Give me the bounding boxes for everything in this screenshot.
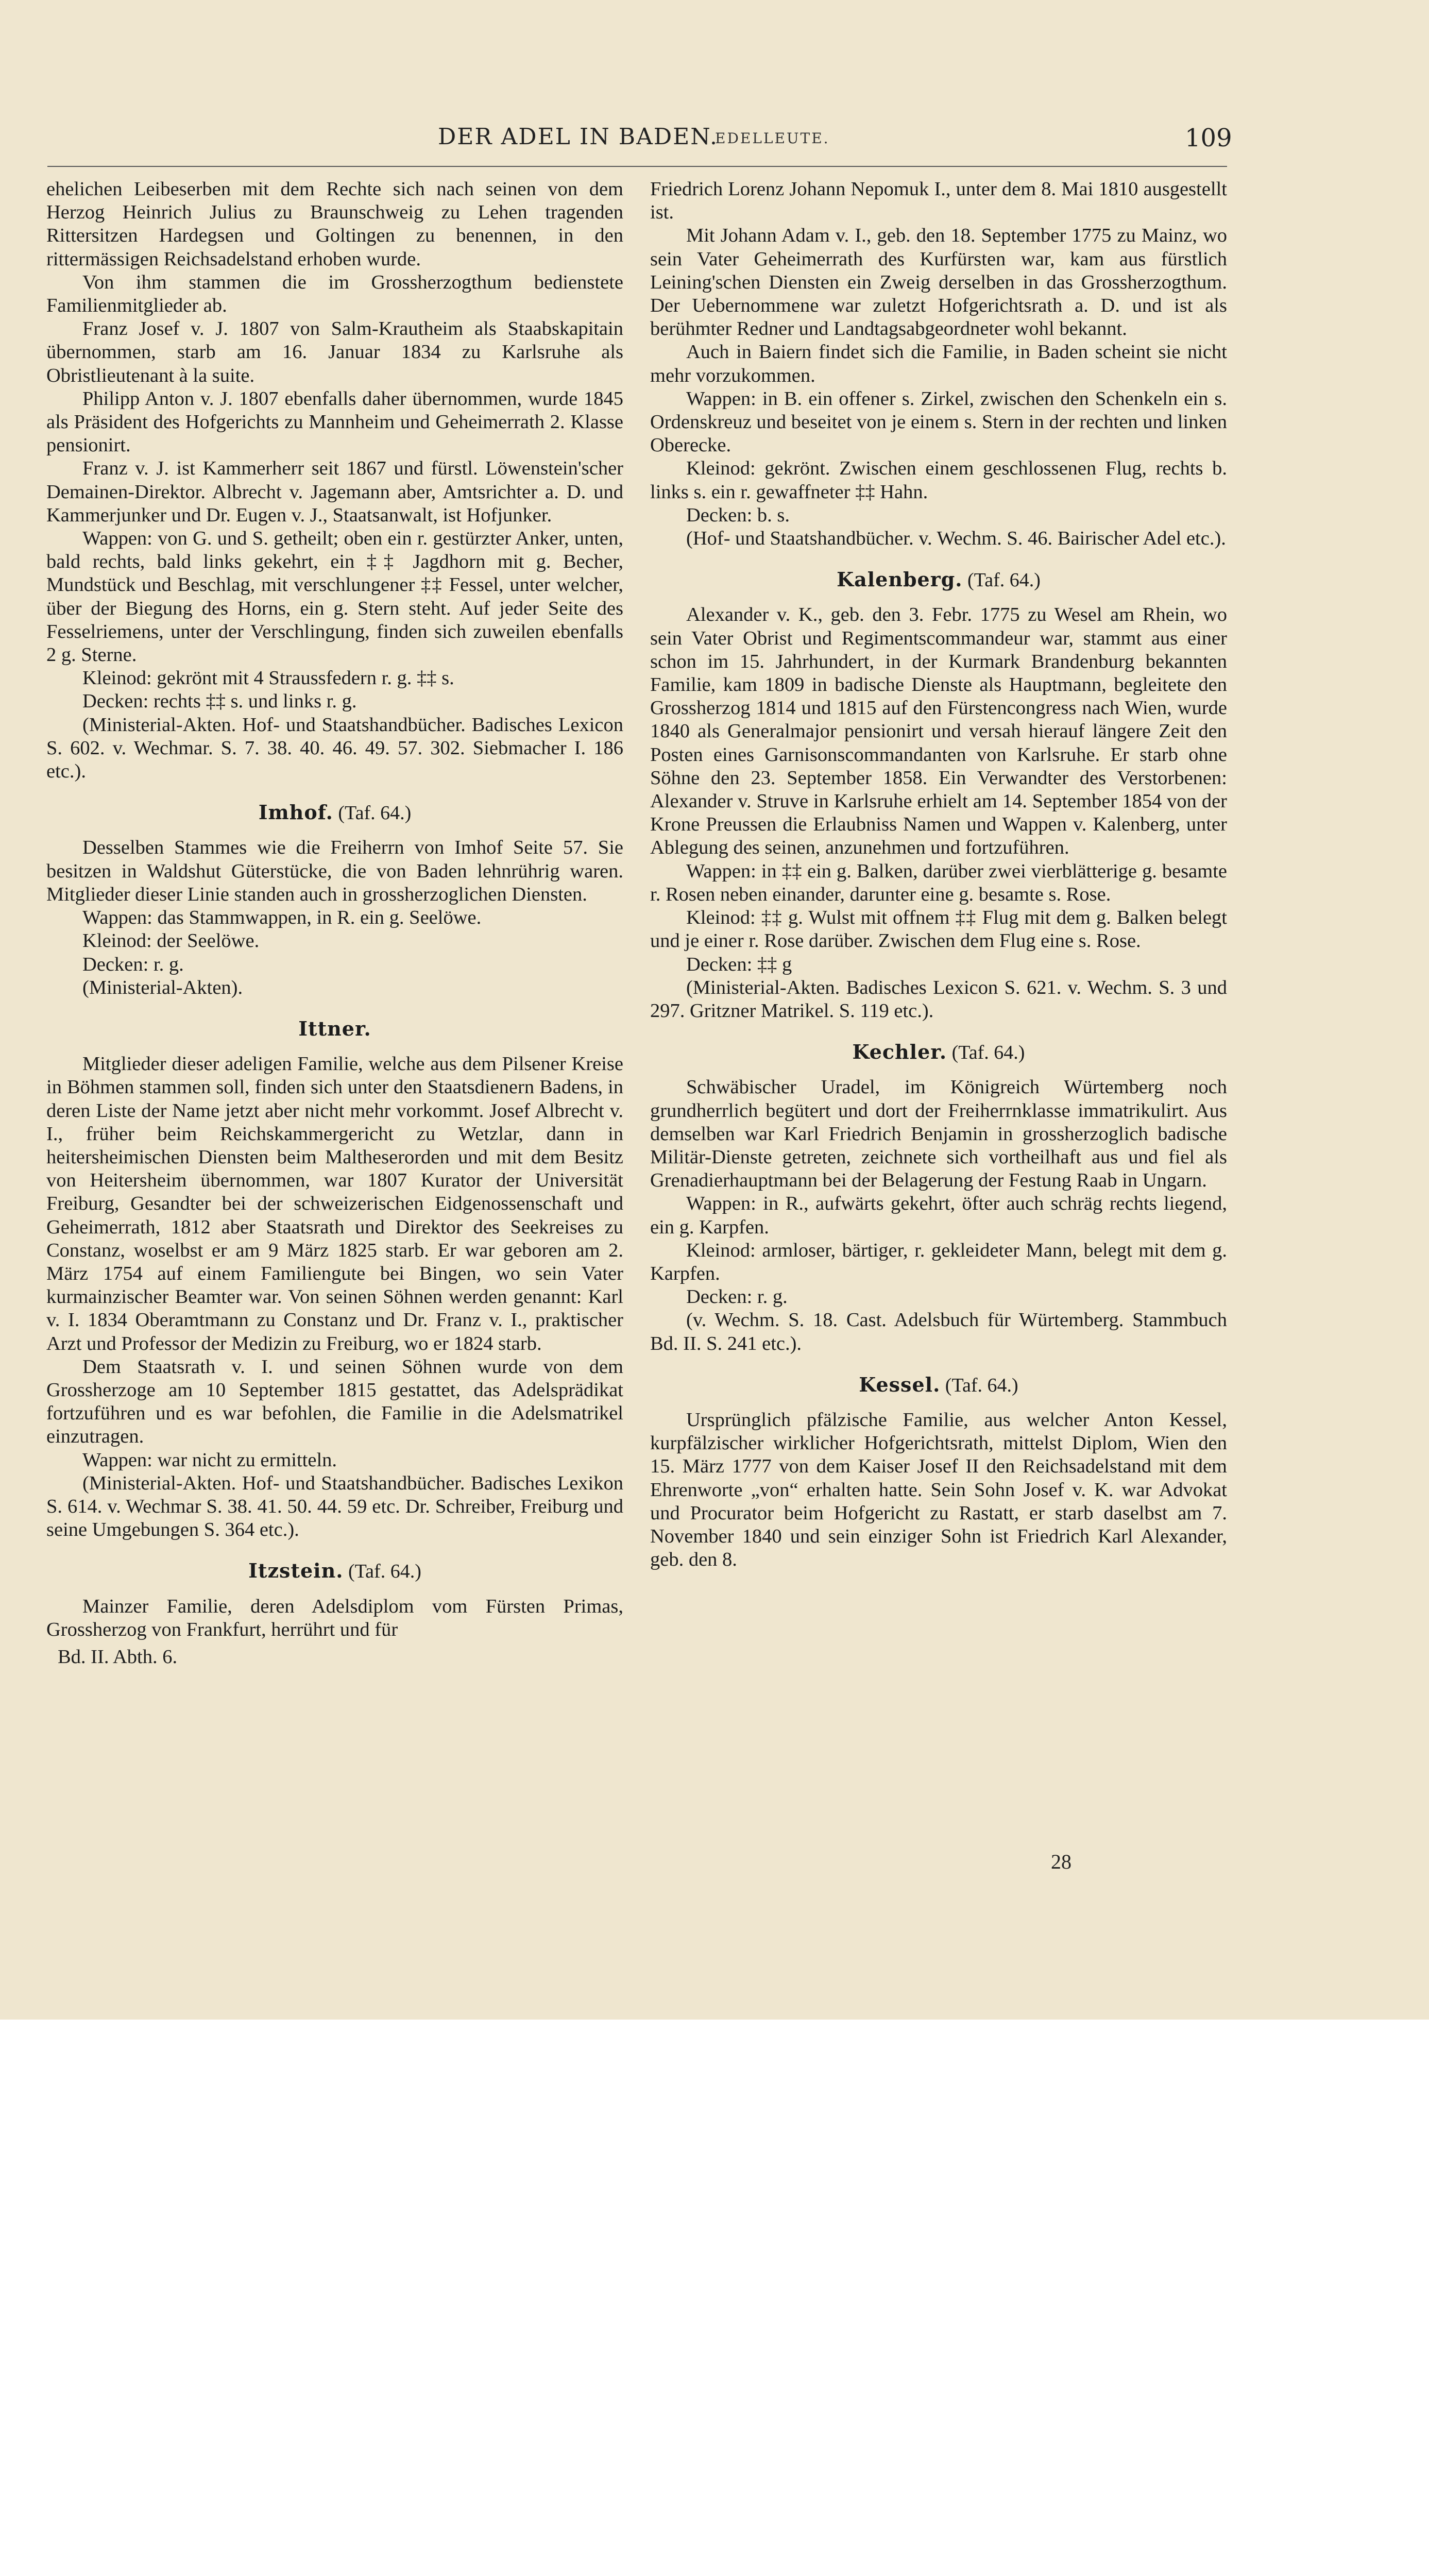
paragraph: Alexander v. K., geb. den 3. Febr. 1775 zu Wesel am Rhein, wo sein Vater Obrist und Regimentscommandeur war, stammt aus einer schon im 15. Jahrhundert, in der Kurmark Brandenburg bekannten Familie, kam 1809 in badische Dienste als Hauptmann, begleitete den Grossherzog 1814 und 1815 auf den Fürstencongress nach Wien, wurde 1840 als Generalmajor pensionirt und versah hierauf längere Zeit den Posten eines Garnisonscommandanten von Karlsruhe. Er starb ohne Söhne den 23. September 1858. Ein Verwandter des Verstorbenen: Alexander v. Struve in Karlsruhe erhielt am 14. September 1854 von der Krone Preussen die Erlaubniss Namen und Wappen v. Kalenberg, unter Ablegung des seinen, anzunehmen und fortzuführen.	[650, 604, 1227, 859]
paragraph: Kleinod: der Seelöwe.	[82, 930, 260, 952]
paragraph: Mit Johann Adam v. I., geb. den 18. September 1775 zu Mainz, wo sein Vater Geheimerrath des Kurfürsten war, kam aus fürstlich Leining'schen Diensten ein Zweig derselben in das Grossherzogthum. Der Uebernommene war zuletzt Hofgerichtsrath a. D. und ist als berühmter Redner und Landtagsabgeordneter wohl bekannt.	[650, 225, 1227, 340]
running-head	[0, 124, 1429, 160]
paragraph: Wappen: in ‡‡ ein g. Balken, darüber zwei vierblätterige g. besamte r. Rosen neben einander, darunter eine g. besamte s. Rose.	[650, 860, 1227, 905]
right-column	[650, 178, 1227, 1571]
paragraph: Philipp Anton v. J. 1807 ebenfalls daher übernommen, wurde 1845 als Präsident des Hofgerichts zu Mannheim und Geheimerrath 2. Klasse pensionirt.	[46, 387, 623, 456]
paragraph: Kleinod: gekrönt mit 4 Straussfedern r. g. ‡‡ s.	[82, 667, 454, 689]
paragraph: Ursprünglich pfälzische Familie, aus welcher Anton Kessel, kurpfälzischer wirklicher Hofgerichtsrath, mittelst Diplom, Wien den 15. März 1777 von dem Kaiser Josef II den Reichsadelstand mit dem Ehrenworte „von“ erhalten hatte. Sein Sohn Josef v. K. war Advokat und Procurator beim Hofgericht zu Rastatt, er starb daselbst am 7. November 1840 und sein einziger Sohn ist Friedrich Karl Alexander, geb. den 8.	[650, 1409, 1227, 1571]
running-head-subtitle: EDELLEUTE.	[715, 130, 830, 147]
paragraph: Mitglieder dieser adeligen Familie, welche aus dem Pilsener Kreise in Böhmen stammen soll, finden sich unter den Staatsdienern Badens, in deren Liste der Name jetzt aber nicht mehr vorkommt. Josef Albrecht v. I., früher beim Reichskammergericht zu Wetzlar, dann in heitersheimischen Diensten beim Maltheserorden und mit dem Besitz von Heitersheim übernommen, war 1807 Kurator der Universität Freiburg, Gesandter bei der schweizerischen Eidgenossenschaft und Geheimerrath, 1812 aber Staatsrath und Direktor des Seekreises zu Constanz, woselbst er am 9 März 1825 starb. Er war geboren am 2. März 1754 auf einem Familiengute bei Bingen, wo sein Vater kurmainzischer Beamter war. Von seinen Söhnen werden genannt: Karl v. I. 1834 Oberamtmann zu Constanz und Dr. Franz v. I., praktischer Arzt und Professor der Medizin zu Freiburg, wo er 1824 starb.	[46, 1053, 623, 1354]
section-heading-plate-note: (Taf. 64.)	[945, 1374, 1018, 1396]
section-heading-name: Kessel.	[859, 1372, 941, 1396]
paragraph: Wappen: von G. und S. getheilt; oben ein r. gestürzter Anker, unten, bald rechts, bald links gekehrt, ein ‡‡ Jagdhorn mit g. Becher, Mundstück und Beschlag, mit verschlungener ‡‡ Fessel, unter welcher, über der Biegung des Horns, ein g. Stern steht. Auf jeder Seite des Fesselriemens, unter der Verschlingung, finden sich zuweilen ebenfalls 2 g. Sterne.	[46, 528, 623, 666]
paragraph: Decken: r. g.	[82, 953, 184, 975]
paragraph: Mainzer Familie, deren Adelsdiplom vom Fürsten Primas, Grossherzog von Frankfurt, herrührt und für	[46, 1595, 623, 1640]
paragraph: Wappen: in R., aufwärts gekehrt, öfter auch schräg rechts liegend, ein g. Karpfen.	[650, 1193, 1227, 1238]
section-heading	[46, 1559, 623, 1583]
section-heading-name: Kalenberg.	[837, 568, 963, 591]
paragraph: ehelichen Leibeserben mit dem Rechte sich nach seinen von dem Herzog Heinrich Julius zu Braunschweig zu Lehen tragenden Rittersitzen Hardegsen und Goltingen zu benennen, in den rittermässigen Reichsadelstand erhoben wurde.	[46, 178, 623, 270]
paragraph: Decken: b. s.	[686, 504, 790, 526]
paragraph: Schwäbischer Uradel, im Königreich Würtemberg noch grundherrlich begütert und dort der Freiherrnklasse immatrikulirt. Aus demselben war Karl Friedrich Benjamin in grossherzoglich badische Militär-Dienste getreten, zeichnete sich vortheilhaft aus und fiel als Grenadierhauptmann bei der Belagerung der Festung Raab in Ungarn.	[650, 1076, 1227, 1192]
paragraph: Dem Staatsrath v. I. und seinen Söhnen wurde von dem Grossherzoge am 10 September 1815 gestattet, das Adelsprädikat fortzuführen und es war befohlen, die Familie in die Adelsmatrikel einzutragen.	[46, 1355, 623, 1448]
paragraph: Von ihm stammen die im Grossherzogthum bedienstete Familienmitglieder ab.	[46, 271, 623, 317]
paragraph: Franz Josef v. J. 1807 von Salm-Krautheim als Staabskapitain übernommen, starb am 16. Januar 1834 zu Karlsruhe als Obristlieutenant à la suite.	[46, 318, 623, 386]
section-heading	[650, 1040, 1227, 1064]
section-heading-name: Itzstein.	[248, 1559, 344, 1583]
volume-footnote: Bd. II. Abth. 6.	[58, 1646, 178, 1668]
paragraph: Auch in Baiern findet sich die Familie, in Baden scheint sie nicht mehr vorzukommen.	[650, 341, 1227, 386]
paragraph: (v. Wechm. S. 18. Cast. Adelsbuch für Würtemberg. Stammbuch Bd. II. S. 241 etc.).	[650, 1309, 1227, 1354]
paragraph: Wappen: war nicht zu ermitteln.	[82, 1449, 337, 1471]
paragraph: Desselben Stammes wie die Freiherrn von Imhof Seite 57. Sie besitzen in Waldshut Güterstücke, die von Baden lehnrührig waren. Mitglieder dieser Linie standen auch in grossherzoglichen Diensten.	[46, 837, 623, 905]
paragraph: (Ministerial-Akten. Hof- und Staatshandbücher. Badisches Lexicon S. 602. v. Wechmar. S. 7. 38. 40. 46. 49. 57. 302. Siebmacher I. 186 etc.).	[46, 714, 623, 783]
signature-mark: 28	[1051, 1850, 1071, 1873]
page-number: 109	[1185, 124, 1232, 152]
section-heading	[650, 1373, 1227, 1397]
paragraph: Kleinod: armloser, bärtiger, r. gekleideter Mann, belegt mit dem g. Karpfen.	[650, 1239, 1227, 1284]
section-heading-plate-note: (Taf. 64.)	[348, 1561, 421, 1583]
paragraph: Kleinod: ‡‡ g. Wulst mit offnem ‡‡ Flug mit dem g. Balken belegt und je einer r. Rose darüber. Zwischen dem Flug eine s. Rose.	[650, 907, 1227, 952]
section-heading-plate-note: (Taf. 64.)	[338, 802, 412, 824]
section-heading	[46, 801, 623, 825]
paragraph: Decken: rechts ‡‡ s. und links r. g.	[82, 690, 357, 713]
paragraph: Wappen: in B. ein offener s. Zirkel, zwischen den Schenkeln ein s. Ordenskreuz und beseitet von je einem s. Stern in der rechten und linken Oberecke.	[650, 387, 1227, 456]
paragraph: (Ministerial-Akten. Badisches Lexicon S. 621. v. Wechm. S. 3 und 297. Gritzner Matrikel. S. 119 etc.).	[650, 976, 1227, 1022]
paragraph: Wappen: das Stammwappen, in R. ein g. Seelöwe.	[82, 907, 482, 929]
section-heading-name: Imhof.	[258, 801, 333, 824]
paragraph: (Ministerial-Akten).	[82, 976, 243, 998]
header-rule	[47, 166, 1227, 167]
paragraph: Kleinod: gekrönt. Zwischen einem geschlossenen Flug, rechts b. links s. ein r. gewaffneter ‡‡ Hahn.	[650, 457, 1227, 503]
paragraph: Friedrich Lorenz Johann Nepomuk I., unter dem 8. Mai 1810 ausgestellt ist.	[650, 178, 1227, 224]
paragraph: Franz v. J. ist Kammerherr seit 1867 und fürstl. Löwenstein'scher Demainen-Direktor. Albrecht v. Jagemann aber, Amtsrichter a. D. und Kammerjunker und Dr. Eugen v. J., Staatsanwalt, ist Hofjunker.	[46, 457, 623, 526]
paragraph: (Hof- und Staatshandbücher. v. Wechm. S. 46. Bairischer Adel etc.).	[686, 528, 1226, 550]
section-heading-name: Ittner.	[298, 1016, 371, 1040]
viewer-footer	[0, 2020, 1429, 2136]
section-heading-name: Kechler.	[852, 1040, 947, 1064]
section-heading-plate-note: (Taf. 64.)	[951, 1042, 1025, 1064]
paragraph: (Ministerial-Akten. Hof- und Staatshandbücher. Badisches Lexikon S. 614. v. Wechmar S. 38. 41. 50. 44. 59 etc. Dr. Schreiber, Freiburg und seine Umgebungen S. 364 etc.).	[46, 1472, 623, 1541]
running-head-title: DER ADEL IN BADEN.	[438, 124, 718, 150]
paragraph: Decken: ‡‡ g	[686, 953, 792, 975]
left-column	[46, 178, 623, 1669]
section-heading	[650, 568, 1227, 592]
section-heading	[46, 1017, 623, 1041]
section-heading-plate-note: (Taf. 64.)	[967, 569, 1041, 591]
paragraph: Decken: r. g.	[686, 1286, 788, 1308]
